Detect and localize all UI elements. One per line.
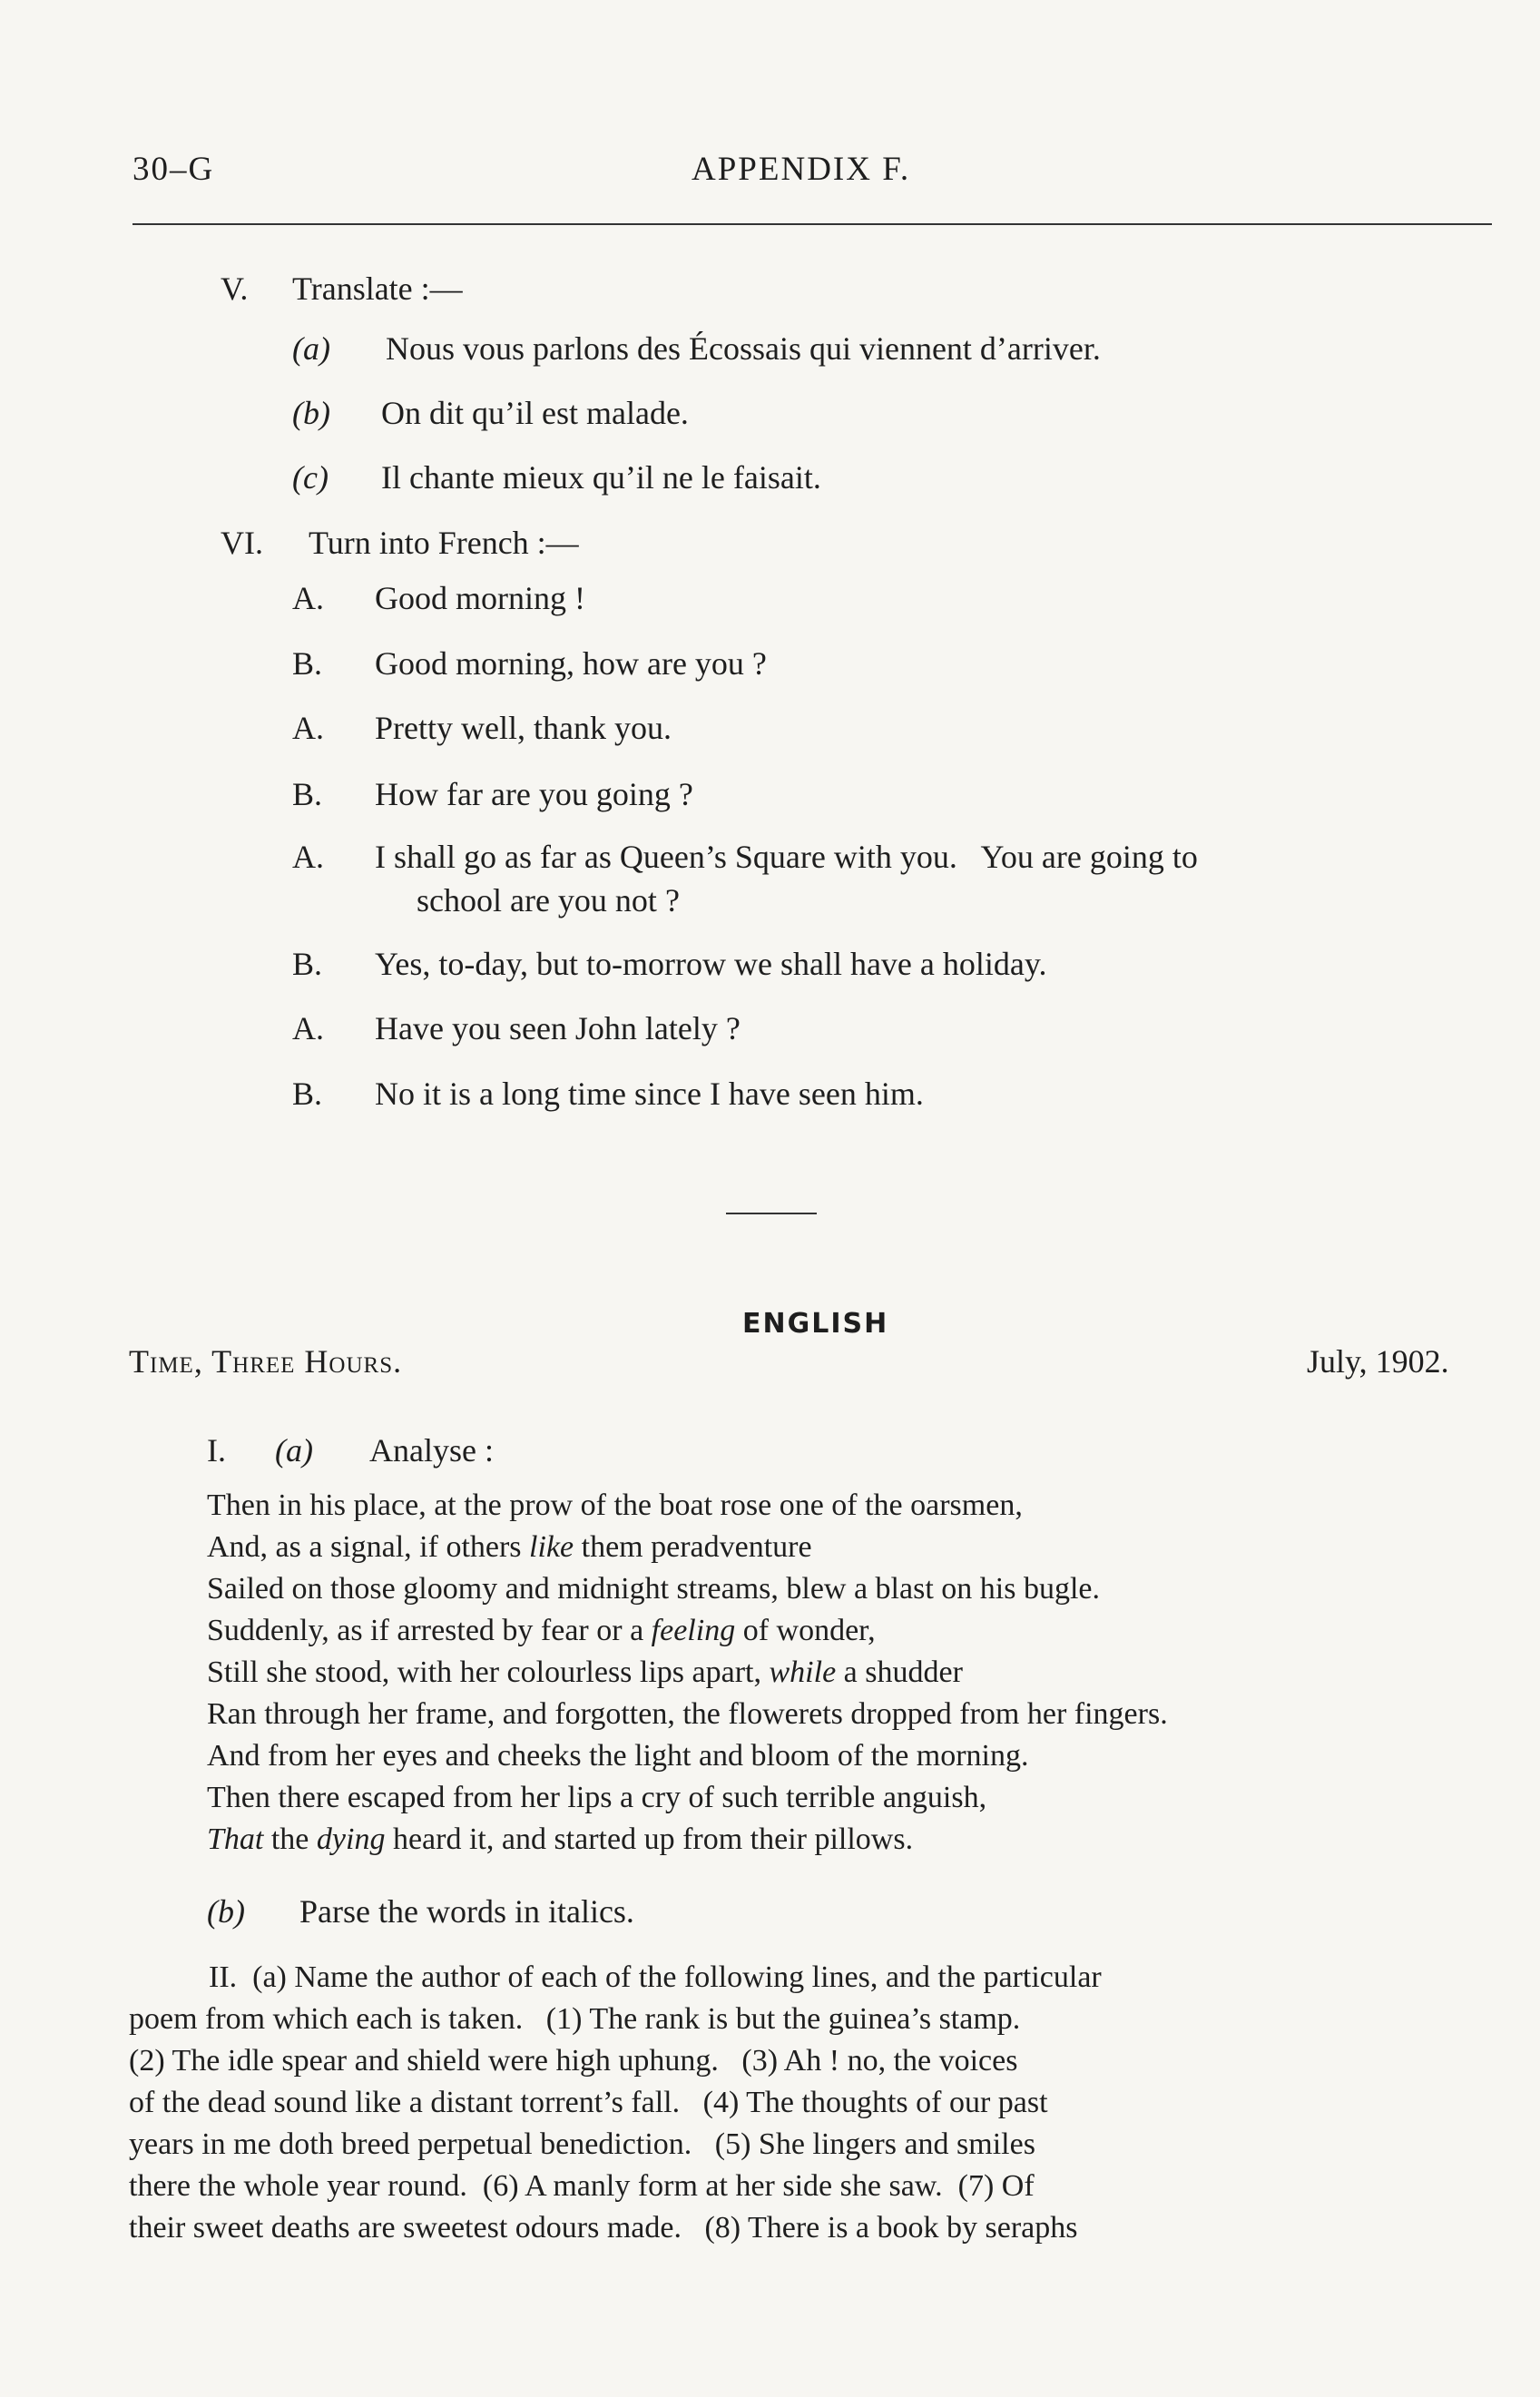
dialogue-speaker: A. [292, 839, 324, 875]
q2-line: their sweet deaths are sweetest odours made. (8) There is a book by seraphs [129, 2211, 1078, 2245]
header-rule [132, 223, 1492, 225]
q5-item-text: On dit qu’il est malade. [381, 395, 689, 431]
dialogue-speaker: A. [292, 710, 324, 746]
q1-instruction-a: Analyse : [369, 1432, 494, 1469]
poem-line: Still she stood, with her colourless lips apart, while a shudder [207, 1655, 963, 1689]
dialogue-speaker: B. [292, 776, 323, 812]
q5-number: V. [221, 270, 249, 307]
q6-number: VI. [221, 525, 263, 561]
dialogue-line: No it is a long time since I have seen him. [375, 1076, 924, 1112]
q1-instruction-b: Parse the words in italics. [299, 1893, 634, 1930]
page-number: 30–G [132, 151, 215, 188]
dialogue-speaker: B. [292, 645, 323, 682]
poem-line: And from her eyes and cheeks the light and bloom of the morning. [207, 1739, 1029, 1773]
q2-line: there the whole year round. (6) A manly form at her side she saw. (7) Of [129, 2169, 1035, 2203]
q5-item-text: Nous vous parlons des Écossais qui viennent d’arriver. [386, 330, 1101, 367]
dialogue-speaker: B. [292, 1076, 323, 1112]
q5-item-label: (a) [292, 330, 330, 367]
dialogue-speaker: B. [292, 946, 323, 982]
dialogue-line: I shall go as far as Queen’s Square with you. You are going to [375, 839, 1198, 875]
dialogue-speaker: A. [292, 580, 324, 616]
poem-line: Then there escaped from her lips a cry of such terrible anguish, [207, 1781, 987, 1814]
q2-line: of the dead sound like a distant torrent’s fall. (4) The thoughts of our past [129, 2086, 1048, 2119]
dialogue-line: Good morning, how are you ? [375, 645, 767, 682]
q2-line: (2) The idle spear and shield were high uphung. (3) Ah ! no, the voices [129, 2044, 1018, 2078]
dialogue-line: Have you seen John lately ? [375, 1010, 741, 1046]
poem-line: And, as a signal, if others like them peradventure [207, 1530, 812, 1564]
dialogue-line: How far are you going ? [375, 776, 693, 812]
dialogue-speaker: A. [292, 1010, 324, 1046]
q2-line: II. (a) Name the author of each of the following lines, and the particular [209, 1960, 1102, 1994]
q6-instruction: Turn into French :— [309, 525, 579, 561]
q1-label-b: (b) [207, 1893, 245, 1930]
q5-item-text: Il chante mieux qu’il ne le faisait. [381, 459, 821, 496]
q5-instruction: Translate :— [292, 270, 463, 307]
q1-label-a: (a) [275, 1432, 313, 1469]
section-heading: ENGLISH [742, 1308, 889, 1340]
poem-line: Suddenly, as if arrested by fear or a feeling of wonder, [207, 1614, 876, 1647]
dialogue-line: Yes, to-day, but to-morrow we shall have a holiday. [375, 946, 1047, 982]
dialogue-line: Good morning ! [375, 580, 585, 616]
q5-item-label: (c) [292, 459, 329, 496]
page-title: APPENDIX F. [692, 151, 911, 188]
section-divider [726, 1213, 817, 1214]
poem-line: Ran through her frame, and forgotten, the flowerets dropped from her fingers. [207, 1697, 1168, 1731]
q5-item-label: (b) [292, 395, 330, 431]
poem-line: Then in his place, at the prow of the boat rose one of the oarsmen, [207, 1488, 1023, 1522]
poem-line: That the dying heard it, and started up from their pillows. [207, 1822, 914, 1856]
dialogue-line: Pretty well, thank you. [375, 710, 672, 746]
poem-line: Sailed on those gloomy and midnight streams, blew a blast on his bugle. [207, 1572, 1100, 1606]
q2-line: years in me doth breed perpetual benediction. (5) She lingers and smiles [129, 2127, 1035, 2161]
exam-date: July, 1902. [1307, 1343, 1449, 1380]
q1-number: I. [207, 1432, 226, 1469]
dialogue-line-continuation: school are you not ? [417, 882, 680, 919]
exam-time: Time, Three Hours. [129, 1343, 403, 1380]
q2-line: poem from which each is taken. (1) The rank is but the guinea’s stamp. [129, 2002, 1021, 2036]
